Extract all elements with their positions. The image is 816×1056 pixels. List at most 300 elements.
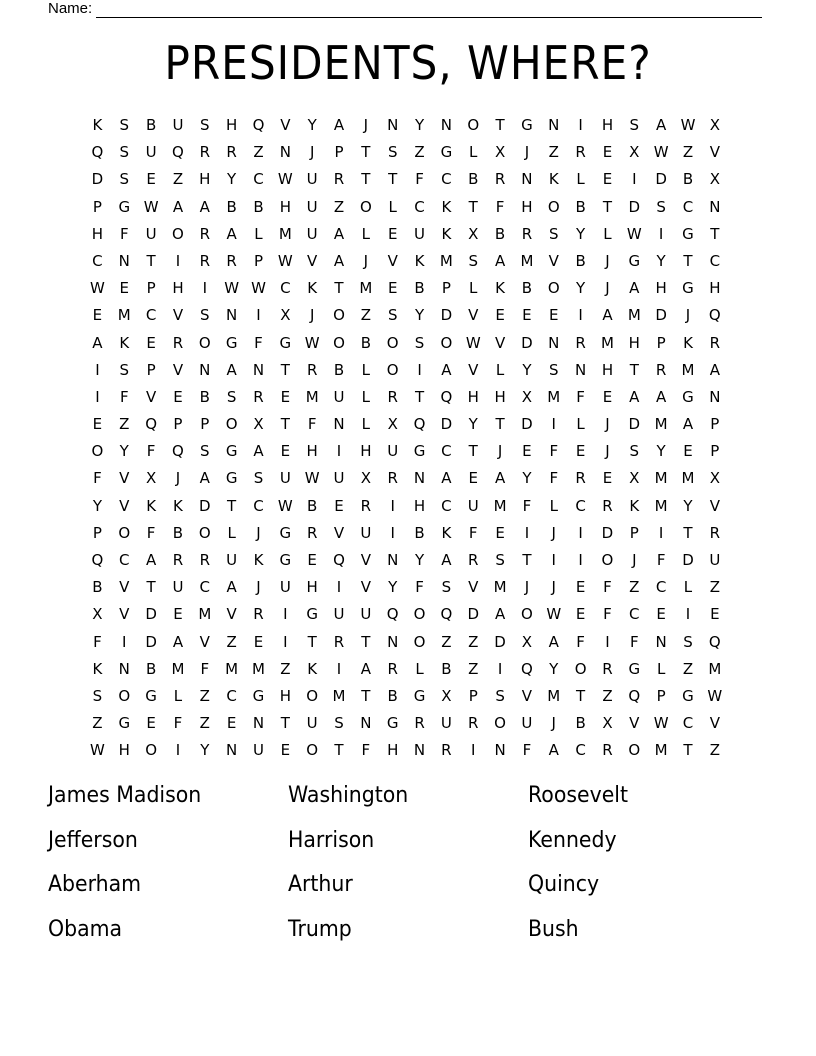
grid-letter[interactable]: M (252, 659, 265, 678)
grid-letter[interactable]: K (307, 659, 318, 678)
grid-letter[interactable]: B (387, 686, 398, 705)
grid-letter[interactable]: U (306, 224, 318, 243)
grid-letter[interactable]: P (441, 279, 451, 298)
grid-letter[interactable]: C (441, 170, 452, 189)
grid-letter[interactable]: V (119, 578, 130, 597)
grid-letter[interactable]: Q (386, 605, 399, 624)
grid-letter[interactable]: F (415, 578, 424, 597)
grid-letter[interactable]: D (467, 605, 480, 624)
grid-letter[interactable]: R (253, 605, 264, 624)
grid-letter[interactable]: I (578, 551, 583, 569)
grid-letter[interactable]: Z (709, 578, 720, 597)
grid-letter[interactable]: R (575, 333, 586, 352)
grid-letter[interactable]: S (387, 143, 398, 162)
grid-letter[interactable]: L (576, 415, 585, 434)
grid-letter[interactable]: S (119, 360, 130, 379)
grid-letter[interactable]: P (146, 360, 156, 379)
grid-letter[interactable]: J (685, 306, 691, 325)
grid-letter[interactable]: L (361, 387, 371, 406)
grid-letter[interactable]: H (279, 197, 291, 216)
grid-letter[interactable]: Q (172, 143, 184, 162)
grid-letter[interactable]: O (118, 686, 131, 705)
grid-letter[interactable]: X (709, 116, 720, 134)
grid-letter[interactable]: D (655, 170, 667, 189)
grid-letter[interactable]: Q (628, 686, 641, 705)
grid-letter[interactable]: D (655, 306, 667, 325)
grid-letter[interactable]: U (306, 197, 318, 216)
grid-letter[interactable]: F (119, 224, 129, 243)
grid-letter[interactable]: T (683, 741, 693, 760)
grid-letter[interactable]: D (521, 333, 533, 352)
grid-letter[interactable]: R (655, 360, 667, 379)
grid-letter[interactable]: J (256, 578, 261, 597)
grid-letter[interactable]: K (253, 551, 264, 569)
grid-letter[interactable]: F (307, 415, 317, 434)
grid-letter[interactable]: V (119, 496, 130, 515)
grid-letter[interactable]: X (629, 143, 640, 162)
grid-letter[interactable]: M (627, 306, 641, 325)
grid-letter[interactable]: F (119, 387, 129, 406)
grid-letter[interactable]: R (333, 632, 345, 651)
grid-letter[interactable]: O (91, 442, 104, 461)
grid-letter[interactable]: K (92, 116, 103, 134)
grid-letter[interactable]: A (682, 415, 694, 434)
grid-letter[interactable]: V (172, 360, 184, 379)
grid-letter[interactable]: I (175, 741, 181, 760)
grid-letter[interactable]: E (710, 605, 720, 624)
grid-letter[interactable]: M (654, 741, 668, 760)
grid-letter[interactable]: E (173, 387, 183, 406)
grid-letter[interactable]: W (707, 686, 723, 705)
grid-letter[interactable]: I (122, 632, 127, 651)
grid-letter[interactable]: N (333, 415, 345, 434)
grid-letter[interactable]: P (629, 523, 639, 542)
grid-letter[interactable]: G (413, 686, 426, 705)
grid-letter[interactable]: K (119, 333, 130, 352)
grid-letter[interactable]: S (226, 387, 237, 406)
grid-letter[interactable]: M (278, 224, 292, 243)
grid-letter[interactable]: Y (200, 741, 210, 760)
grid-letter[interactable]: P (173, 415, 183, 434)
grid-letter[interactable]: Y (576, 224, 586, 243)
grid-letter[interactable]: O (440, 333, 453, 352)
grid-letter[interactable]: M (332, 686, 346, 705)
grid-letter[interactable]: N (387, 116, 399, 134)
grid-letter[interactable]: Y (468, 415, 478, 434)
grid-letter[interactable]: C (280, 279, 291, 298)
grid-letter[interactable]: G (440, 143, 453, 162)
grid-letter[interactable]: A (172, 197, 184, 216)
grid-letter[interactable]: B (172, 523, 184, 542)
grid-letter[interactable]: H (199, 170, 211, 189)
grid-letter[interactable]: B (145, 116, 157, 134)
grid-letter[interactable]: K (441, 197, 452, 216)
grid-letter[interactable]: R (441, 741, 452, 760)
grid-letter[interactable]: Y (656, 251, 666, 270)
grid-letter[interactable]: E (602, 170, 613, 189)
grid-letter[interactable]: T (710, 224, 720, 243)
grid-letter[interactable]: W (465, 333, 481, 352)
grid-letter[interactable]: P (710, 415, 720, 434)
grid-letter[interactable]: B (494, 224, 506, 243)
grid-letter[interactable]: A (199, 469, 210, 488)
grid-letter[interactable]: T (227, 496, 237, 515)
grid-letter[interactable]: E (280, 741, 291, 760)
grid-letter[interactable]: O (386, 360, 399, 379)
grid-letter[interactable]: J (605, 442, 610, 461)
grid-letter[interactable]: O (386, 333, 399, 352)
grid-letter[interactable]: H (601, 116, 614, 134)
grid-letter[interactable]: T (602, 197, 613, 216)
grid-letter[interactable]: F (415, 170, 424, 189)
grid-letter[interactable]: J (524, 143, 530, 162)
grid-letter[interactable]: T (280, 714, 290, 733)
grid-letter[interactable]: H (226, 116, 238, 134)
grid-letter[interactable]: R (602, 659, 613, 678)
grid-letter[interactable]: E (307, 551, 317, 569)
grid-letter[interactable]: D (628, 415, 641, 434)
grid-letter[interactable]: M (493, 578, 507, 597)
grid-letter[interactable]: Q (440, 387, 453, 406)
grid-letter[interactable]: V (145, 387, 157, 406)
grid-letter[interactable]: V (521, 686, 533, 705)
grid-letter[interactable]: C (575, 741, 586, 760)
grid-letter[interactable]: U (172, 578, 184, 597)
grid-letter[interactable]: A (494, 605, 506, 624)
grid-letter[interactable]: U (279, 469, 291, 488)
grid-letter[interactable]: U (440, 714, 452, 733)
grid-letter[interactable]: R (199, 224, 211, 243)
grid-letter[interactable]: G (306, 605, 318, 624)
grid-letter[interactable]: N (709, 387, 721, 406)
grid-letter[interactable]: W (224, 279, 240, 298)
grid-letter[interactable]: M (493, 496, 507, 515)
grid-letter[interactable]: R (575, 469, 586, 488)
grid-letter[interactable]: R (521, 224, 533, 243)
grid-letter[interactable]: U (306, 714, 318, 733)
grid-letter[interactable]: P (468, 686, 478, 705)
grid-letter[interactable]: M (547, 686, 561, 705)
grid-letter[interactable]: O (494, 714, 506, 733)
grid-letter[interactable]: G (225, 469, 238, 488)
grid-letter[interactable]: Y (388, 578, 398, 597)
grid-letter[interactable]: U (145, 224, 157, 243)
grid-letter[interactable]: E (602, 143, 613, 162)
grid-letter[interactable]: F (146, 442, 156, 461)
grid-letter[interactable]: W (90, 741, 105, 760)
grid-letter[interactable]: I (551, 415, 556, 434)
grid-letter[interactable]: E (387, 224, 398, 243)
grid-letter[interactable]: X (92, 605, 103, 624)
grid-letter[interactable]: A (333, 224, 345, 243)
grid-letter[interactable]: W (626, 224, 642, 243)
grid-letter[interactable]: H (413, 496, 426, 515)
grid-letter[interactable]: V (387, 251, 398, 270)
grid-letter[interactable]: V (709, 496, 720, 515)
grid-letter[interactable]: A (253, 442, 264, 461)
grid-letter[interactable]: Z (548, 143, 559, 162)
grid-letter[interactable]: X (602, 714, 613, 733)
grid-letter[interactable]: P (146, 279, 156, 298)
grid-letter[interactable]: X (280, 306, 291, 325)
grid-letter[interactable]: U (467, 496, 479, 515)
grid-letter[interactable]: Q (413, 415, 426, 434)
grid-letter[interactable]: J (175, 469, 181, 488)
grid-letter[interactable]: V (333, 523, 345, 542)
grid-letter[interactable]: T (495, 415, 505, 434)
grid-letter[interactable]: W (143, 197, 159, 216)
grid-letter[interactable]: K (173, 496, 183, 515)
grid-letter[interactable]: K (414, 251, 425, 270)
grid-letter[interactable]: D (601, 523, 614, 542)
grid-letter[interactable]: R (333, 170, 345, 189)
grid-letter[interactable]: L (549, 496, 558, 515)
grid-letter[interactable]: C (414, 197, 425, 216)
grid-letter[interactable]: A (226, 224, 237, 243)
grid-letter[interactable]: V (548, 251, 559, 270)
grid-letter[interactable]: Q (252, 116, 265, 134)
grid-letter[interactable]: L (227, 523, 236, 542)
grid-letter[interactable]: H (91, 224, 104, 243)
grid-letter[interactable]: U (360, 605, 372, 624)
grid-letter[interactable]: M (708, 659, 722, 678)
grid-letter[interactable]: K (92, 659, 103, 678)
grid-letter[interactable]: I (685, 605, 691, 624)
grid-letter[interactable]: X (629, 469, 640, 488)
grid-letter[interactable]: O (333, 306, 345, 325)
grid-letter[interactable]: V (468, 360, 479, 379)
grid-letter[interactable]: F (522, 496, 532, 515)
grid-letter[interactable]: G (521, 116, 533, 134)
grid-letter[interactable]: I (471, 741, 476, 760)
grid-letter[interactable]: C (226, 686, 237, 705)
grid-letter[interactable]: Z (253, 143, 264, 162)
grid-letter[interactable]: V (494, 333, 506, 352)
grid-letter[interactable]: O (306, 686, 319, 705)
grid-letter[interactable]: I (658, 523, 664, 542)
grid-letter[interactable]: N (226, 306, 238, 325)
grid-letter[interactable]: A (602, 306, 613, 325)
grid-letter[interactable]: S (334, 714, 344, 733)
grid-letter[interactable]: E (92, 306, 103, 325)
grid-letter[interactable]: X (494, 143, 506, 162)
grid-letter[interactable]: B (145, 659, 157, 678)
grid-letter[interactable]: O (225, 415, 238, 434)
grid-letter[interactable]: Z (682, 659, 694, 678)
grid-letter[interactable]: Y (414, 306, 425, 325)
grid-letter[interactable]: I (658, 224, 664, 243)
grid-letter[interactable]: B (333, 360, 345, 379)
grid-letter[interactable]: C (253, 170, 264, 189)
grid-letter[interactable]: X (521, 632, 533, 651)
grid-letter[interactable]: L (415, 659, 424, 678)
grid-letter[interactable]: G (682, 224, 694, 243)
grid-letter[interactable]: P (656, 333, 666, 352)
grid-letter[interactable]: G (628, 251, 641, 270)
grid-letter[interactable]: N (655, 632, 667, 651)
grid-letter[interactable]: I (524, 523, 530, 542)
grid-letter[interactable]: A (494, 251, 506, 270)
grid-letter[interactable]: T (522, 551, 532, 569)
grid-letter[interactable]: X (709, 170, 720, 189)
grid-letter[interactable]: W (277, 251, 293, 270)
grid-letter[interactable]: L (603, 224, 612, 243)
grid-letter[interactable]: T (334, 741, 344, 760)
grid-letter[interactable]: W (304, 469, 320, 488)
grid-letter[interactable]: T (280, 360, 290, 379)
grid-letter[interactable]: U (252, 741, 264, 760)
grid-letter[interactable]: D (145, 632, 157, 651)
grid-letter[interactable]: J (363, 251, 369, 270)
grid-letter[interactable]: G (225, 333, 238, 352)
grid-letter[interactable]: D (145, 605, 157, 624)
grid-letter[interactable]: A (360, 659, 371, 678)
grid-letter[interactable]: F (200, 659, 210, 678)
grid-letter[interactable]: V (468, 578, 479, 597)
grid-letter[interactable]: Q (708, 632, 721, 651)
grid-letter[interactable]: I (336, 659, 342, 678)
grid-letter[interactable]: G (145, 686, 157, 705)
grid-letter[interactable]: X (360, 469, 371, 488)
grid-letter[interactable]: M (681, 469, 695, 488)
grid-letter[interactable]: M (654, 496, 668, 515)
grid-letter[interactable]: G (118, 714, 131, 733)
grid-letter[interactable]: A (226, 578, 237, 597)
grid-letter[interactable]: R (468, 551, 479, 569)
grid-letter[interactable]: X (441, 686, 452, 705)
grid-letter[interactable]: Q (91, 143, 104, 162)
grid-letter[interactable]: A (494, 469, 506, 488)
grid-letter[interactable]: K (441, 224, 452, 243)
grid-letter[interactable]: C (629, 605, 640, 624)
grid-letter[interactable]: J (309, 306, 315, 325)
grid-letter[interactable]: L (469, 279, 478, 298)
grid-letter[interactable]: O (145, 741, 158, 760)
grid-letter[interactable]: R (226, 143, 237, 162)
grid-letter[interactable]: B (575, 714, 586, 733)
grid-letter[interactable]: J (551, 523, 556, 542)
grid-letter[interactable]: L (388, 197, 397, 216)
grid-letter[interactable]: E (173, 605, 183, 624)
grid-letter[interactable]: O (333, 333, 345, 352)
grid-letter[interactable]: E (387, 279, 398, 298)
grid-letter[interactable]: V (709, 143, 720, 162)
grid-letter[interactable]: C (682, 714, 694, 733)
grid-letter[interactable]: O (118, 523, 131, 542)
grid-letter[interactable]: U (333, 605, 345, 624)
grid-letter[interactable]: V (709, 714, 720, 733)
grid-letter[interactable]: Y (522, 469, 532, 488)
grid-letter[interactable]: F (549, 469, 559, 488)
grid-letter[interactable]: N (360, 714, 372, 733)
grid-letter[interactable]: I (95, 360, 100, 379)
grid-letter[interactable]: V (119, 605, 130, 624)
grid-letter[interactable]: M (654, 415, 668, 434)
grid-letter[interactable]: S (200, 306, 210, 325)
grid-letter[interactable]: Z (414, 143, 425, 162)
grid-letter[interactable]: H (118, 741, 130, 760)
grid-letter[interactable]: Y (656, 442, 666, 461)
grid-letter[interactable]: O (547, 197, 560, 216)
grid-letter[interactable]: E (280, 387, 291, 406)
grid-letter[interactable]: T (495, 116, 505, 134)
grid-letter[interactable]: D (440, 306, 453, 325)
grid-letter[interactable]: Q (172, 442, 184, 461)
grid-letter[interactable]: F (576, 387, 585, 406)
grid-letter[interactable]: T (468, 442, 478, 461)
grid-letter[interactable]: V (307, 251, 318, 270)
grid-letter[interactable]: H (279, 686, 291, 705)
grid-letter[interactable]: B (253, 197, 264, 216)
grid-letter[interactable]: Q (145, 415, 158, 434)
grid-letter[interactable]: R (199, 551, 211, 569)
grid-letter[interactable]: R (387, 387, 398, 406)
grid-letter[interactable]: G (386, 714, 399, 733)
grid-letter[interactable]: T (388, 170, 398, 189)
grid-letter[interactable]: V (199, 632, 210, 651)
grid-letter[interactable]: H (628, 333, 640, 352)
grid-letter[interactable]: S (549, 224, 559, 243)
grid-letter[interactable]: C (253, 496, 264, 515)
grid-letter[interactable]: Z (333, 197, 345, 216)
grid-letter[interactable]: U (226, 551, 238, 569)
grid-letter[interactable]: Z (172, 170, 184, 189)
grid-letter[interactable]: A (92, 333, 103, 352)
grid-letter[interactable]: C (441, 496, 452, 515)
grid-letter[interactable]: G (682, 387, 694, 406)
grid-letter[interactable]: R (709, 523, 721, 542)
grid-letter[interactable]: I (390, 523, 395, 542)
grid-letter[interactable]: I (336, 442, 342, 461)
grid-letter[interactable]: V (468, 306, 479, 325)
grid-letter[interactable]: G (628, 659, 641, 678)
grid-letter[interactable]: L (576, 170, 585, 189)
grid-letter[interactable]: N (118, 251, 130, 270)
grid-letter[interactable]: E (253, 632, 264, 651)
grid-letter[interactable]: B (682, 170, 694, 189)
grid-letter[interactable]: M (439, 251, 453, 270)
grid-letter[interactable]: J (524, 578, 530, 597)
grid-letter[interactable]: J (605, 279, 610, 298)
grid-letter[interactable]: Q (440, 605, 453, 624)
grid-letter[interactable]: I (336, 578, 342, 597)
grid-letter[interactable]: Z (119, 415, 130, 434)
grid-letter[interactable]: O (628, 741, 641, 760)
grid-letter[interactable]: G (413, 442, 426, 461)
grid-letter[interactable]: E (495, 523, 505, 542)
grid-letter[interactable]: H (467, 387, 479, 406)
grid-letter[interactable]: A (629, 387, 640, 406)
grid-letter[interactable]: B (575, 251, 586, 270)
grid-letter[interactable]: H (306, 578, 318, 597)
grid-letter[interactable]: W (546, 605, 562, 624)
grid-letter[interactable]: R (575, 143, 586, 162)
grid-letter[interactable]: A (629, 279, 640, 298)
grid-letter[interactable]: S (441, 578, 452, 597)
grid-letter[interactable]: O (547, 279, 560, 298)
grid-letter[interactable]: R (494, 170, 506, 189)
grid-letter[interactable]: P (92, 197, 102, 216)
grid-letter[interactable]: N (387, 551, 399, 569)
grid-letter[interactable]: F (361, 741, 371, 760)
grid-letter[interactable]: I (497, 659, 503, 678)
grid-letter[interactable]: U (521, 714, 533, 733)
grid-letter[interactable]: E (146, 714, 156, 733)
grid-letter[interactable]: M (305, 387, 319, 406)
grid-letter[interactable]: E (549, 306, 559, 325)
grid-letter[interactable]: Y (683, 496, 693, 515)
grid-letter[interactable]: N (226, 741, 238, 760)
